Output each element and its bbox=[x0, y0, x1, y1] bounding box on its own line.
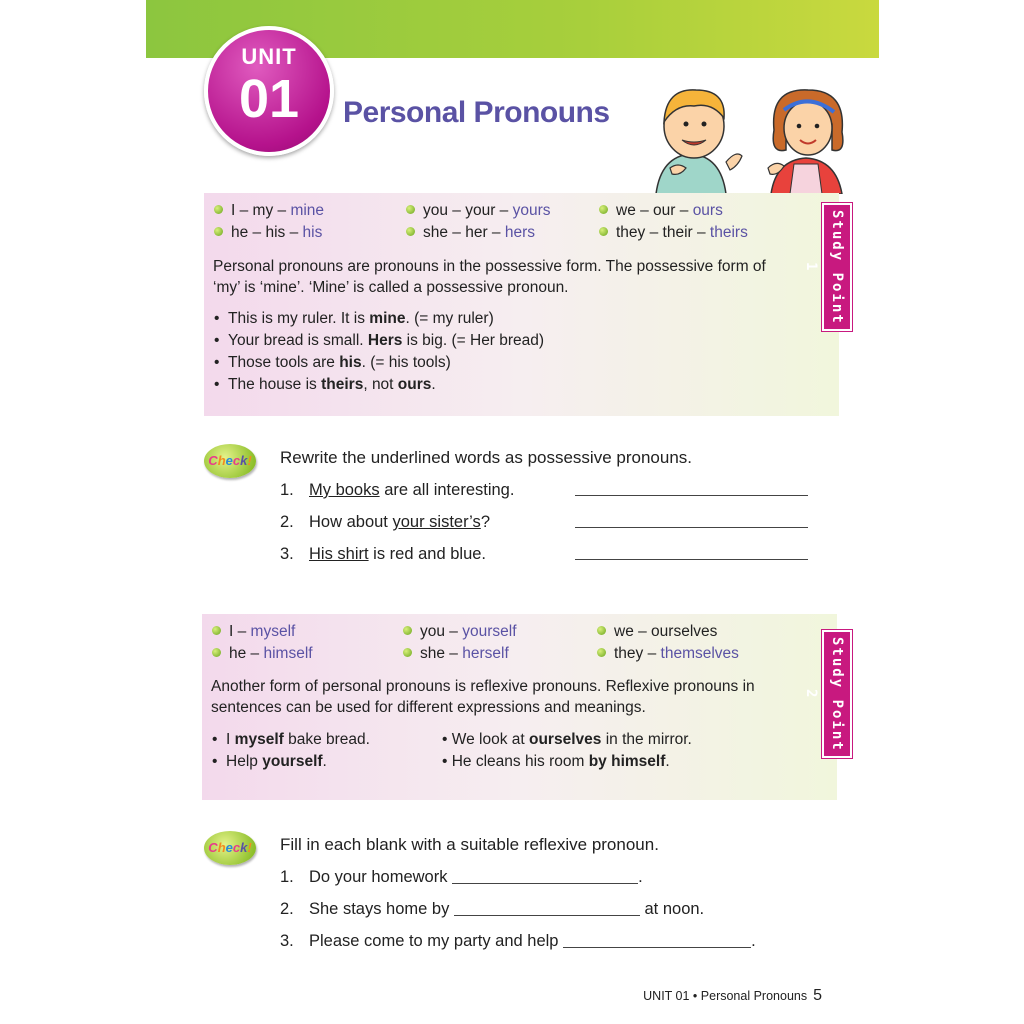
pronoun-set-4 bbox=[406, 224, 535, 242]
bullet-dot-icon bbox=[406, 205, 415, 214]
bullet-dot-icon bbox=[212, 648, 221, 657]
bullet-dot-icon bbox=[406, 227, 415, 236]
check-badge-icon: Check! bbox=[204, 444, 256, 478]
example-sentence: • This is my ruler. It is mine. (= my ruler) bbox=[214, 310, 494, 327]
pronoun-set-3: he – himself bbox=[212, 645, 313, 663]
answer-line[interactable] bbox=[575, 495, 808, 496]
example-sentence: • We look at ourselves in the mirror. bbox=[442, 731, 692, 748]
pronoun-set-2 bbox=[599, 202, 723, 220]
bullet-dot-icon bbox=[597, 648, 606, 657]
pronoun-set-2: we – ourselves bbox=[597, 623, 717, 641]
pronoun-set-4: she – herself bbox=[403, 645, 509, 663]
pronoun-highlight: yours bbox=[512, 202, 551, 219]
girl-figure-icon bbox=[768, 90, 843, 194]
page-number: 5 bbox=[813, 987, 822, 1004]
answer-blank[interactable] bbox=[454, 914, 640, 916]
explanation-paragraph bbox=[213, 256, 813, 298]
bullet-dot-icon bbox=[599, 227, 608, 236]
boy-figure-icon bbox=[656, 90, 742, 194]
bullet-dot-icon bbox=[214, 227, 223, 236]
pronoun-set-5 bbox=[599, 224, 748, 242]
exercise-instruction: Fill in each blank with a suitable reflexive pronoun. bbox=[280, 835, 659, 854]
children-illustration bbox=[646, 84, 856, 194]
bullet-dot-icon bbox=[212, 626, 221, 635]
paragraph-line: Personal pronouns are pronouns in the possessive form. The possessive form of bbox=[213, 258, 766, 275]
pronoun-plain: I – my – bbox=[231, 202, 291, 219]
answer-line[interactable] bbox=[575, 559, 808, 560]
exercise-question: 1. Do your homework . bbox=[280, 868, 643, 886]
bullet-dot-icon bbox=[214, 205, 223, 214]
pronoun-plain: you – your – bbox=[423, 202, 513, 219]
footer-text: UNIT 01 • Personal Pronouns bbox=[643, 989, 808, 1003]
paragraph-line: Another form of personal pronouns is reflexive pronouns. Reflexive pronouns in bbox=[211, 678, 755, 695]
pronoun-set-1: you – yourself bbox=[403, 623, 517, 641]
pronoun-highlight: ours bbox=[692, 202, 723, 219]
study-point-1-tab: Study Point 1 bbox=[822, 203, 852, 331]
example-sentence: • Help yourself. bbox=[212, 753, 327, 770]
exercise-instruction: Rewrite the underlined words as possessive pronouns. bbox=[280, 448, 693, 467]
bullet-dot-icon bbox=[403, 626, 412, 635]
pronoun-set-1 bbox=[406, 202, 551, 220]
pronoun-set-5: they – themselves bbox=[597, 645, 739, 663]
pronoun-highlight: his bbox=[302, 224, 323, 241]
page-title: Personal Pronouns bbox=[343, 96, 610, 129]
pronoun-plain: they – their – bbox=[616, 224, 710, 241]
workbook-page bbox=[146, 0, 879, 1024]
paragraph-line: sentences can be used for different expressions and meanings. bbox=[211, 699, 646, 716]
unit-badge bbox=[204, 26, 334, 156]
example-sentence: • The house is theirs, not ours. bbox=[214, 376, 436, 393]
exercise-question: 1. My books are all interesting. bbox=[280, 481, 515, 499]
pronoun-set-3 bbox=[214, 224, 322, 242]
example-sentence: • Your bread is small. Hers is big. (= Her bread) bbox=[214, 332, 545, 349]
exercise-question: 2. How about your sister’s? bbox=[280, 513, 490, 531]
answer-line[interactable] bbox=[575, 527, 808, 528]
unit-label: UNIT bbox=[241, 44, 297, 69]
exercise-question: 2. She stays home by at noon. bbox=[280, 900, 705, 918]
example-sentence: • Those tools are his. (= his tools) bbox=[214, 354, 451, 371]
pronoun-set-0 bbox=[214, 202, 324, 220]
pronoun-set-0: I – myself bbox=[212, 623, 295, 641]
exercise-question: 3. His shirt is red and blue. bbox=[280, 545, 487, 563]
pronoun-plain: she – her – bbox=[423, 224, 505, 241]
pronoun-highlight: mine bbox=[290, 202, 325, 219]
study-point-2-tab: Study Point 2 bbox=[822, 630, 852, 758]
answer-blank[interactable] bbox=[563, 946, 751, 948]
study-point-1 bbox=[204, 193, 839, 416]
explanation-paragraph bbox=[211, 676, 811, 718]
paragraph-line: ‘my’ is ‘mine’. ‘Mine’ is called a possessive pronoun. bbox=[213, 279, 569, 296]
bullet-dot-icon bbox=[597, 626, 606, 635]
example-sentence: • I myself bake bread. bbox=[212, 731, 370, 748]
bullet-dot-icon bbox=[599, 205, 608, 214]
pronoun-plain: we – our – bbox=[616, 202, 693, 219]
pronoun-highlight: theirs bbox=[709, 224, 748, 241]
exercise-question: 3. Please come to my party and help . bbox=[280, 932, 756, 950]
pronoun-highlight: hers bbox=[504, 224, 536, 241]
bullet-dot-icon bbox=[403, 648, 412, 657]
pronoun-plain: he – his – bbox=[231, 224, 303, 241]
example-sentence: • He cleans his room by himself. bbox=[442, 753, 670, 770]
check-badge-icon: Check! bbox=[204, 831, 256, 865]
answer-blank[interactable] bbox=[452, 882, 638, 884]
page-footer bbox=[643, 987, 822, 1005]
unit-number: 01 bbox=[238, 69, 300, 129]
study-point-2 bbox=[202, 614, 837, 800]
